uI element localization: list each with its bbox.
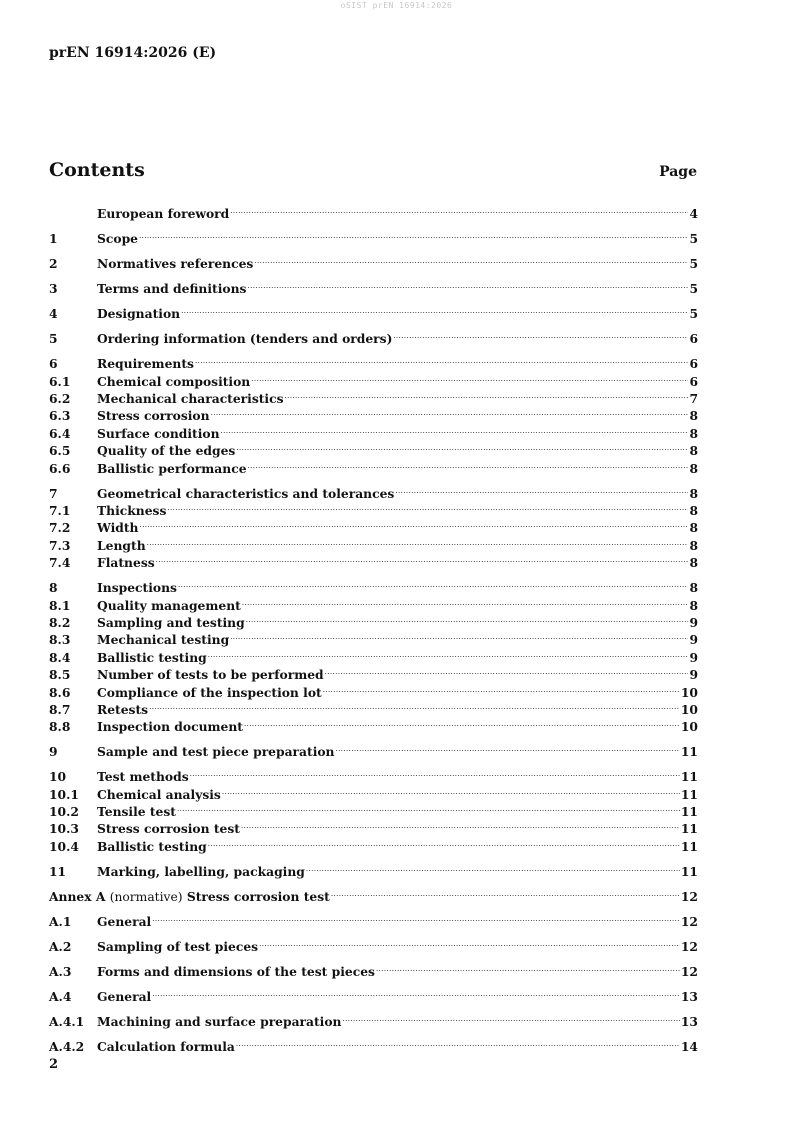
toc-entry-title: Flatness bbox=[97, 555, 155, 571]
page-number: 2 bbox=[49, 1057, 59, 1072]
toc-entry-number: 8.8 bbox=[49, 719, 71, 735]
dot-leader bbox=[152, 908, 680, 925]
toc-entry-number: A.3 bbox=[49, 963, 72, 979]
toc-entry-page: 9 bbox=[689, 614, 698, 630]
dot-leader bbox=[149, 697, 680, 714]
toc-entry-number: 10.3 bbox=[49, 821, 79, 837]
dot-leader bbox=[236, 438, 688, 455]
toc-entry-number: 7.3 bbox=[49, 537, 71, 553]
toc-entry-number: 10.2 bbox=[49, 804, 79, 820]
toc-entry-title: Designation bbox=[97, 306, 181, 322]
toc-entry-number: 7.1 bbox=[49, 503, 71, 519]
dot-leader bbox=[323, 679, 680, 696]
toc-entry-number: 4 bbox=[49, 306, 58, 322]
toc-entry-number: 5 bbox=[49, 331, 58, 347]
toc-entry-number: 6.4 bbox=[49, 425, 71, 441]
toc-entry-number: 1 bbox=[49, 231, 58, 247]
dot-leader bbox=[208, 644, 689, 661]
toc-entry-title: Width bbox=[97, 520, 139, 536]
toc-entry-title: Geometrical characteristics and tolerances bbox=[97, 485, 395, 501]
toc-entry-page: 8 bbox=[689, 425, 698, 441]
toc-entry-title: Marking, labelling, packaging bbox=[97, 863, 305, 879]
toc-entry-page: 6 bbox=[689, 331, 698, 347]
toc-entry-number: 6.2 bbox=[49, 391, 71, 407]
toc-entry-number: 8.5 bbox=[49, 667, 71, 683]
toc-entry-title bbox=[49, 888, 330, 906]
toc-entry-number: A.2 bbox=[49, 938, 72, 954]
toc-entry-page: 8 bbox=[689, 580, 698, 596]
dot-leader bbox=[152, 983, 680, 1000]
toc-entry-number: 2 bbox=[49, 256, 58, 272]
dot-leader bbox=[211, 403, 689, 420]
dot-leader bbox=[236, 1033, 680, 1050]
toc-entry-page: 9 bbox=[689, 632, 698, 648]
dot-leader bbox=[195, 351, 689, 368]
toc-entry-title: Number of tests to be performed bbox=[97, 667, 324, 683]
dot-leader bbox=[285, 386, 689, 403]
toc-entry-title: Length bbox=[97, 537, 146, 553]
dot-leader bbox=[251, 368, 688, 385]
dot-leader bbox=[393, 326, 688, 343]
toc-entry-title: Scope bbox=[97, 231, 138, 247]
toc-entry-number: A.4 bbox=[49, 988, 72, 1004]
document-id: prEN 16914:2026 (E) bbox=[49, 45, 217, 61]
toc-entry-title: Ballistic performance bbox=[97, 460, 247, 476]
dot-leader bbox=[331, 883, 680, 900]
toc-entry[interactable] bbox=[49, 908, 698, 929]
toc-entry-page: 8 bbox=[689, 460, 698, 476]
dot-leader bbox=[325, 662, 689, 679]
dot-leader bbox=[246, 610, 689, 627]
dot-leader bbox=[208, 833, 680, 850]
toc-entry-page: 13 bbox=[680, 1013, 698, 1029]
toc-entry-page: 12 bbox=[680, 963, 698, 979]
toc-entry-number: 6.3 bbox=[49, 408, 71, 424]
toc-entry-title: Surface condition bbox=[97, 425, 220, 441]
dot-leader bbox=[343, 1008, 680, 1025]
dot-leader bbox=[167, 498, 688, 515]
annex-label: Annex A bbox=[49, 888, 106, 904]
dot-leader bbox=[230, 201, 688, 218]
toc-entry-page: 9 bbox=[689, 649, 698, 665]
toc-entry-title: Quality of the edges bbox=[97, 443, 236, 459]
toc-entry-page: 6 bbox=[689, 356, 698, 372]
toc-entry[interactable] bbox=[49, 276, 698, 297]
toc-entry-number: 6.6 bbox=[49, 460, 71, 476]
toc-entry-page: 12 bbox=[680, 938, 698, 954]
dot-leader bbox=[156, 550, 689, 567]
toc-entry-page: 5 bbox=[689, 306, 698, 322]
toc-entry-number: A.4.2 bbox=[49, 1038, 85, 1054]
toc-entry[interactable] bbox=[49, 1008, 698, 1029]
toc-entry-title: Calculation formula bbox=[97, 1038, 235, 1054]
toc-entry-page: 8 bbox=[689, 555, 698, 571]
toc-entry[interactable] bbox=[49, 958, 698, 979]
toc-entry-title: Retests bbox=[97, 701, 149, 717]
toc-entry-page: 14 bbox=[680, 1038, 698, 1054]
toc-entry-number: 8.2 bbox=[49, 614, 71, 630]
toc-entry-title: General bbox=[97, 913, 152, 929]
dot-leader bbox=[221, 420, 689, 437]
toc-entry-number: 7.2 bbox=[49, 520, 71, 536]
dot-leader bbox=[247, 276, 688, 293]
toc-entry-number: 7.4 bbox=[49, 555, 71, 571]
toc-entry[interactable] bbox=[49, 575, 698, 596]
toc-entry-number: 3 bbox=[49, 281, 58, 297]
toc-entry-title: Forms and dimensions of the test pieces bbox=[97, 963, 375, 979]
toc-entry-title: European foreword bbox=[97, 206, 230, 222]
toc-entry[interactable] bbox=[49, 226, 698, 247]
toc-entry-title: General bbox=[97, 988, 152, 1004]
toc-entry-title: Chemical analysis bbox=[97, 786, 221, 802]
toc-entry-title: Inspection document bbox=[97, 719, 243, 735]
toc-entry-number: 10.1 bbox=[49, 786, 79, 802]
toc-entry-page: 5 bbox=[689, 281, 698, 297]
toc-entry-page: 4 bbox=[689, 206, 698, 222]
toc-entry-page: 11 bbox=[680, 804, 698, 820]
annex-type: (normative) bbox=[109, 889, 183, 904]
toc-entry-page: 8 bbox=[689, 443, 698, 459]
toc-entry-title: Test methods bbox=[97, 769, 189, 785]
toc-entry[interactable] bbox=[49, 351, 698, 372]
toc-entry[interactable] bbox=[49, 933, 698, 954]
toc-entry-number: 8.6 bbox=[49, 684, 71, 700]
toc-entry-number: 7 bbox=[49, 485, 58, 501]
toc-entry[interactable] bbox=[49, 550, 698, 571]
toc-entry-title: Ordering information (tenders and orders) bbox=[97, 331, 393, 347]
toc-entry-title: Chemical composition bbox=[97, 373, 251, 389]
toc-entry[interactable] bbox=[49, 480, 698, 501]
toc-entry-page: 8 bbox=[689, 408, 698, 424]
toc-entry-page: 5 bbox=[689, 256, 698, 272]
dot-leader bbox=[230, 627, 688, 644]
table-of-contents bbox=[49, 201, 698, 1054]
toc-entry-number: 10 bbox=[49, 769, 67, 785]
toc-entry-page: 10 bbox=[680, 684, 698, 700]
toc-entry[interactable] bbox=[49, 201, 698, 222]
dot-leader bbox=[306, 858, 680, 875]
toc-entry-page: 8 bbox=[689, 485, 698, 501]
toc-entry-page: 8 bbox=[689, 537, 698, 553]
toc-entry[interactable] bbox=[49, 1033, 698, 1054]
toc-entry-page: 10 bbox=[680, 701, 698, 717]
toc-entry-title: Stress corrosion test bbox=[97, 821, 240, 837]
toc-entry-page: 12 bbox=[680, 913, 698, 929]
dot-leader bbox=[259, 933, 680, 950]
toc-entry[interactable] bbox=[49, 883, 698, 904]
dot-leader bbox=[241, 816, 680, 833]
toc-entry[interactable] bbox=[49, 515, 698, 536]
toc-entry-title: Machining and surface preparation bbox=[97, 1013, 342, 1029]
toc-entry-number: A.4.1 bbox=[49, 1013, 85, 1029]
toc-entry-title: Mechanical characteristics bbox=[97, 391, 284, 407]
toc-entry-title: Terms and definitions bbox=[97, 281, 247, 297]
toc-entry-number: 8.4 bbox=[49, 649, 71, 665]
dot-leader bbox=[254, 251, 688, 268]
dot-leader bbox=[242, 592, 689, 609]
toc-entry-number: 6.5 bbox=[49, 443, 71, 459]
dot-leader bbox=[139, 226, 688, 243]
toc-entry[interactable] bbox=[49, 301, 698, 322]
toc-entry[interactable] bbox=[49, 983, 698, 1004]
toc-entry-number: 8.1 bbox=[49, 597, 71, 613]
toc-entry-page: 11 bbox=[680, 838, 698, 854]
toc-entry-number: 10.4 bbox=[49, 838, 79, 854]
toc-entry-page: 11 bbox=[680, 863, 698, 879]
toc-entry-title: Sampling of test pieces bbox=[97, 938, 259, 954]
toc-entry[interactable] bbox=[49, 532, 698, 553]
watermark: oSIST prEN 16914:2026 bbox=[340, 1, 453, 10]
toc-entry-number: 6 bbox=[49, 356, 58, 372]
toc-entry-page: 12 bbox=[680, 888, 698, 904]
toc-entry-number: 8.7 bbox=[49, 701, 71, 717]
dot-leader bbox=[336, 739, 680, 756]
toc-entry-title: Normatives references bbox=[97, 256, 254, 272]
toc-entry-page: 11 bbox=[680, 769, 698, 785]
dot-leader bbox=[147, 532, 689, 549]
toc-entry-title: Inspections bbox=[97, 580, 177, 596]
annex-title: Stress corrosion test bbox=[186, 888, 330, 904]
toc-entry-page: 11 bbox=[680, 821, 698, 837]
dot-leader bbox=[248, 455, 689, 472]
toc-entry-page: 11 bbox=[680, 786, 698, 802]
toc-entry-page: 8 bbox=[689, 503, 698, 519]
toc-entry-page: 13 bbox=[680, 988, 698, 1004]
toc-entry-title: Sampling and testing bbox=[97, 614, 245, 630]
dot-leader bbox=[244, 714, 680, 731]
toc-entry-page: 8 bbox=[689, 520, 698, 536]
dot-leader bbox=[181, 301, 688, 318]
toc-entry-page: 5 bbox=[689, 231, 698, 247]
toc-entry[interactable] bbox=[49, 739, 698, 760]
toc-entry[interactable] bbox=[49, 858, 698, 879]
toc-entry-number: 8.3 bbox=[49, 632, 71, 648]
dot-leader bbox=[139, 515, 688, 532]
toc-entry-title: Stress corrosion bbox=[97, 408, 210, 424]
toc-entry-number: 9 bbox=[49, 744, 58, 760]
toc-entry-title: Ballistic testing bbox=[97, 649, 207, 665]
toc-entry[interactable] bbox=[49, 251, 698, 272]
toc-entry-number: 6.1 bbox=[49, 373, 71, 389]
page-column-label: Page bbox=[659, 164, 697, 180]
toc-entry-page: 10 bbox=[680, 719, 698, 735]
toc-entry-title: Compliance of the inspection lot bbox=[97, 684, 322, 700]
dot-leader bbox=[222, 781, 680, 798]
dot-leader bbox=[395, 480, 688, 497]
contents-heading: Contents bbox=[49, 159, 145, 181]
dot-leader bbox=[376, 958, 680, 975]
toc-entry-title: Tensile test bbox=[97, 804, 176, 820]
toc-entry-page: 9 bbox=[689, 667, 698, 683]
toc-entry-title: Mechanical testing bbox=[97, 632, 230, 648]
toc-entry-page: 11 bbox=[680, 744, 698, 760]
toc-entry-page: 6 bbox=[689, 373, 698, 389]
toc-entry-title: Sample and test piece preparation bbox=[97, 744, 335, 760]
toc-entry[interactable] bbox=[49, 764, 698, 785]
toc-entry-number: 11 bbox=[49, 863, 67, 879]
dot-leader bbox=[178, 575, 688, 592]
toc-entry[interactable] bbox=[49, 326, 698, 347]
toc-entry-number: A.1 bbox=[49, 913, 72, 929]
toc-entry-page: 7 bbox=[689, 391, 698, 407]
toc-entry-title: Requirements bbox=[97, 356, 194, 372]
dot-leader bbox=[177, 799, 680, 816]
toc-entry-page: 8 bbox=[689, 597, 698, 613]
toc-entry-title: Quality management bbox=[97, 597, 241, 613]
dot-leader bbox=[190, 764, 680, 781]
toc-entry-number: 8 bbox=[49, 580, 58, 596]
toc-entry-title: Thickness bbox=[97, 503, 167, 519]
toc-entry-title: Ballistic testing bbox=[97, 838, 207, 854]
